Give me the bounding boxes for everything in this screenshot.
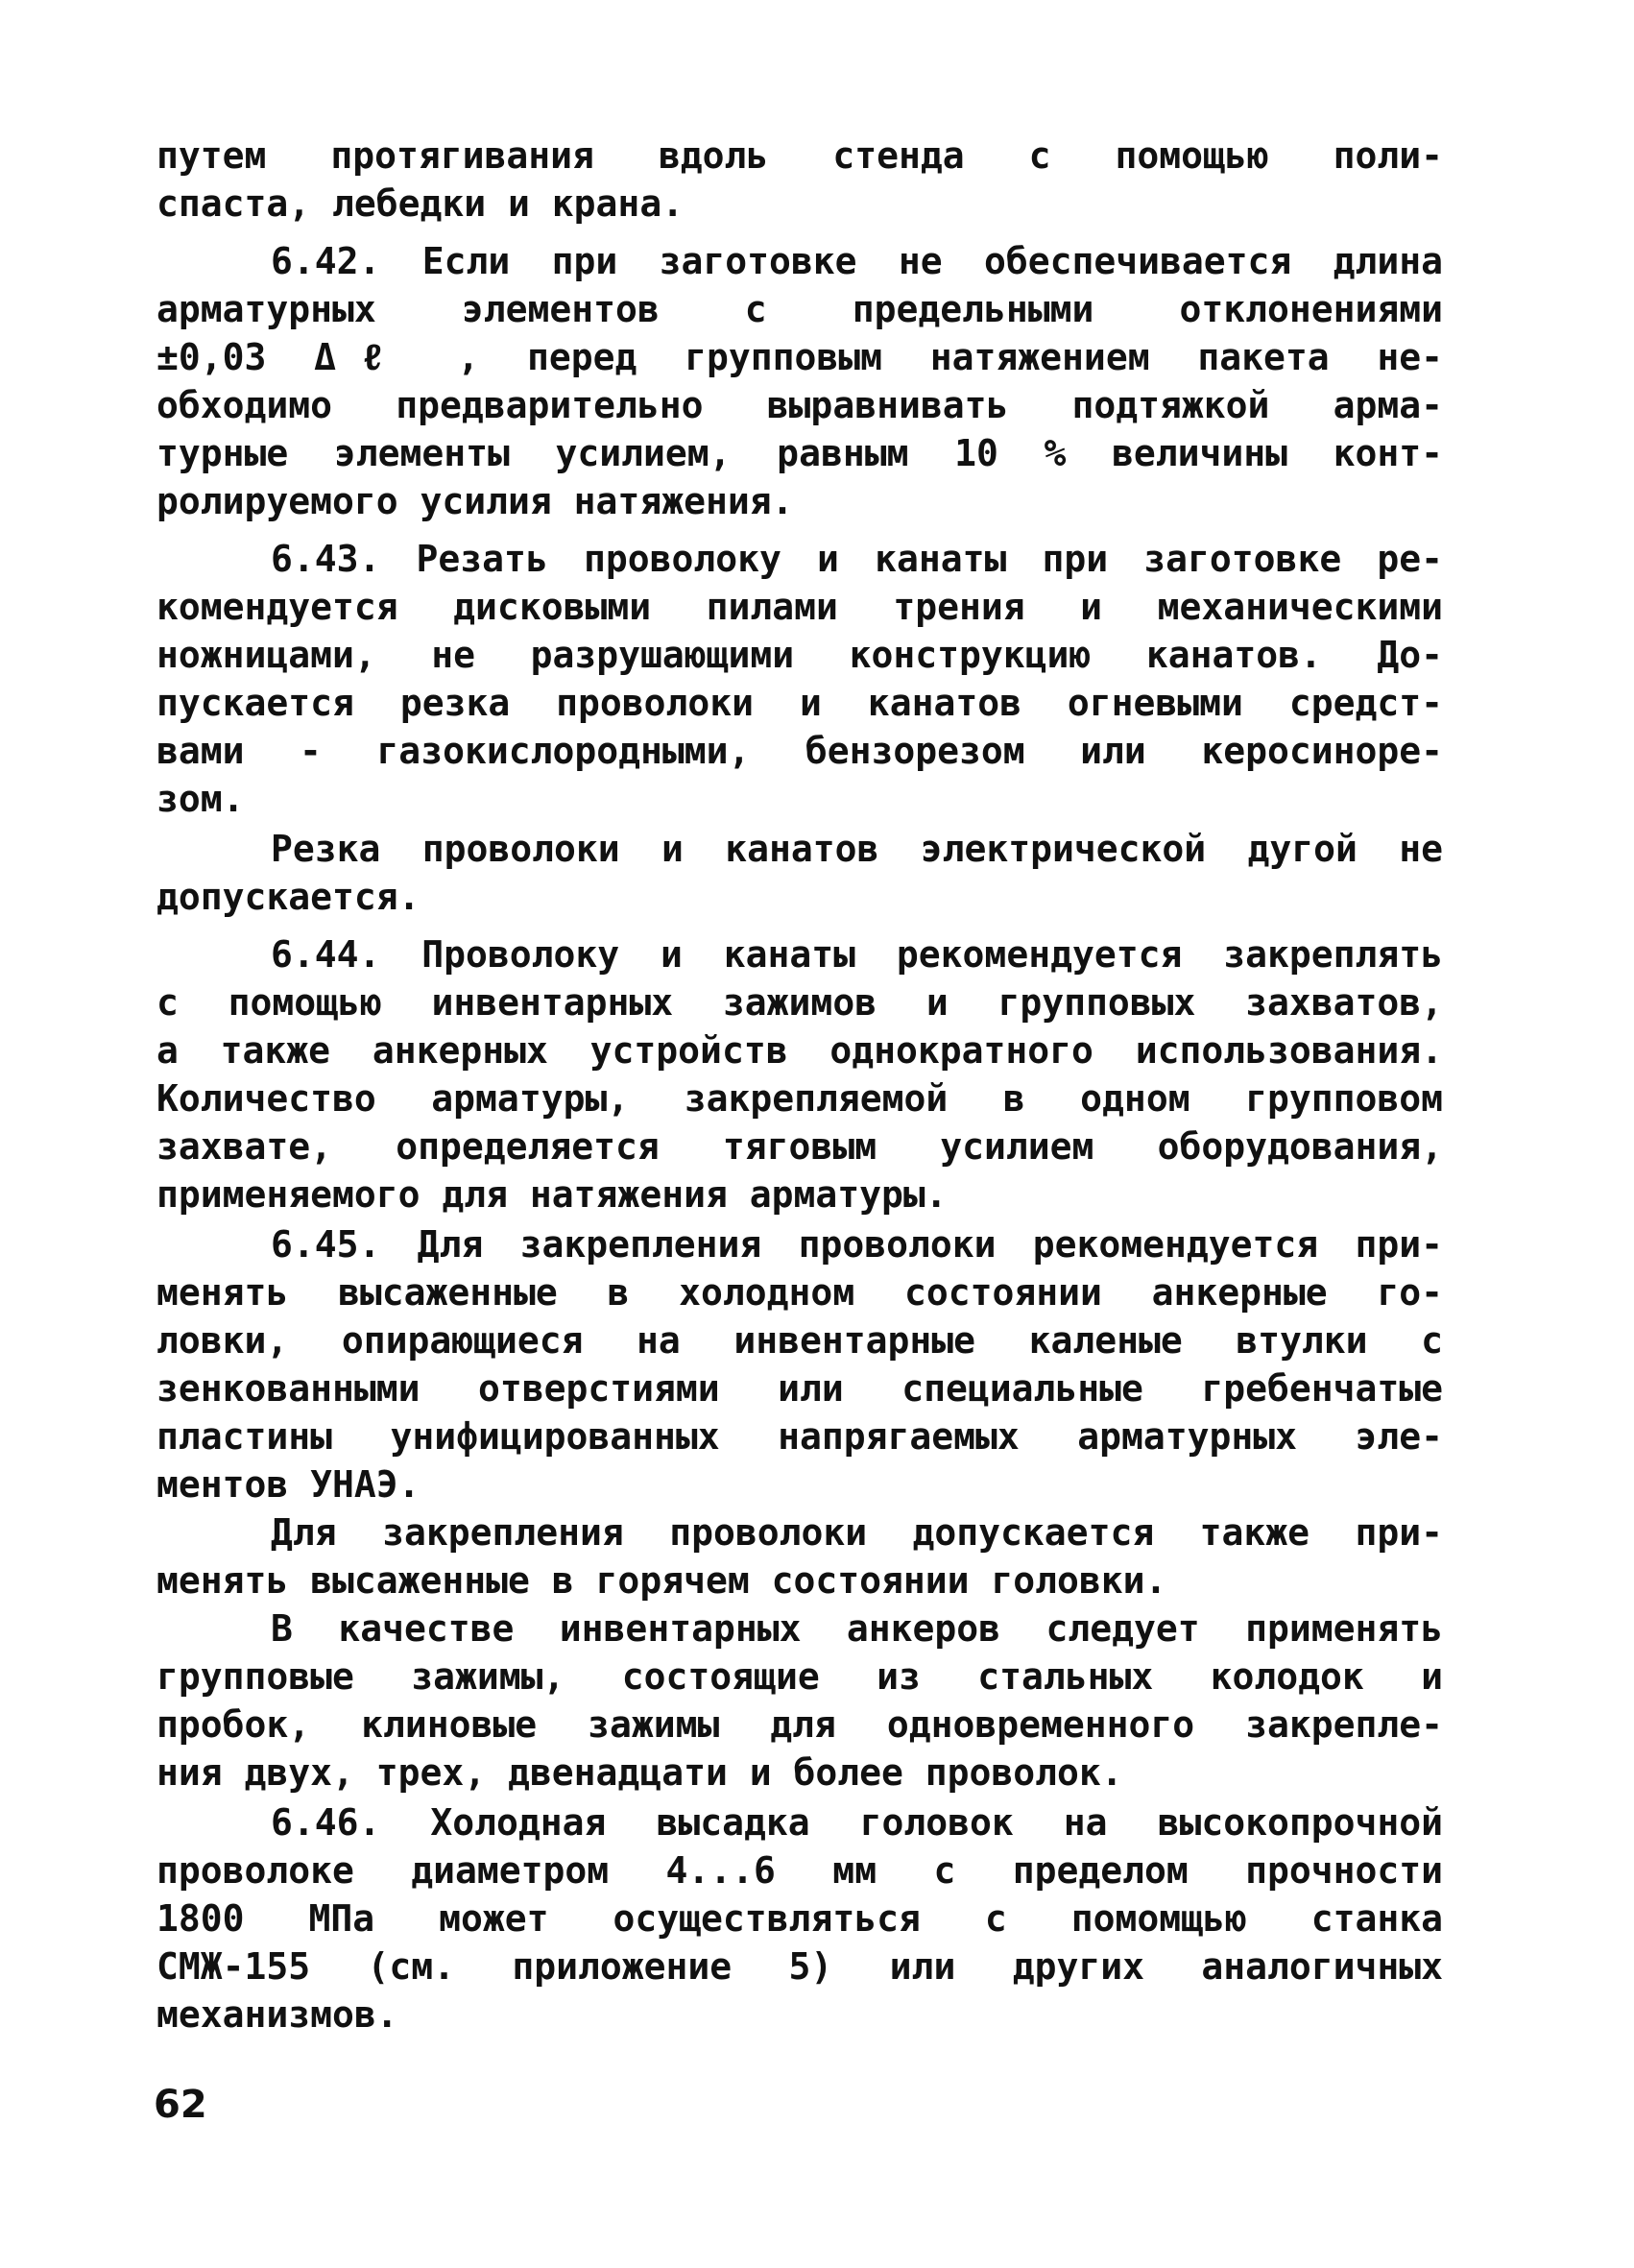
paragraph-6-46-start: 6.46. Холодная высадка головок на высокопрочной xyxy=(271,1801,1443,1844)
text-line: арматурных элементов с предельными отклонениями xyxy=(156,288,1443,330)
text-line: обходимо предварительно выравнивать подтяжкой арма- xyxy=(156,384,1443,426)
paragraph-6-45-start: 6.45. Для закрепления проволоки рекомендуется при- xyxy=(271,1223,1443,1266)
text-line: СМЖ-155 (см. приложение 5) или других аналогичных xyxy=(156,1945,1443,1988)
text-line: проволоке диаметром 4...6 мм с пределом прочности xyxy=(156,1849,1443,1892)
text-line: ножницами, не разрушающими конструкцию канатов. До- xyxy=(156,634,1443,676)
text-line: пластины унифицированных напрягаемых арматурных эле- xyxy=(156,1415,1443,1458)
text-line: менять высаженные в холодном состоянии анкерные го- xyxy=(156,1271,1443,1314)
text-line: путем протягивания вдоль стенда с помощью поли- xyxy=(156,134,1443,177)
text-line: ния двух, трех, двенадцати и более проволок. xyxy=(156,1751,1123,1794)
text-line: вами - газокислородными, бензорезом или керосинорe- xyxy=(156,730,1443,772)
text-line: пускается резка проволоки и канатов огневыми средст- xyxy=(156,682,1443,724)
text-line: захвате, определяется тяговым усилием оборудования, xyxy=(156,1125,1443,1168)
text-line: зенкованными отверстиями или специальные гребенчатые xyxy=(156,1367,1443,1410)
paragraph-6-43-start: 6.43. Резать проволоку и канаты при заготовке ре- xyxy=(271,538,1443,580)
text-line: ±0,03 Δℓ , перед групповым натяжением пакета не- xyxy=(156,336,1443,378)
text-line: ролируемого усилия натяжения. xyxy=(156,480,794,522)
page-number: 62 xyxy=(154,2083,207,2127)
text-line: групповые зажимы, состоящие из стальных колодок и xyxy=(156,1655,1443,1698)
text-line: Резка проволоки и канатов электрической дугой не xyxy=(271,828,1443,870)
text-line: Для закрепления проволоки допускается также при- xyxy=(271,1511,1443,1554)
text-line: ловки, опирающиеся на инвентарные каленые втулки с xyxy=(156,1319,1443,1362)
text-line: турные элементы усилием, равным 10 % величины конт- xyxy=(156,432,1443,474)
text-line: пробок, клиновые зажимы для одновременного закрепле- xyxy=(156,1703,1443,1746)
text-line: а также анкерных устройств однократного использования. xyxy=(156,1029,1443,1072)
text-line: менять высаженные в горячем состоянии головки. xyxy=(156,1559,1167,1602)
text-line: допускается. xyxy=(156,876,421,918)
text-line: В качестве инвентарных анкеров следует применять xyxy=(271,1607,1443,1650)
text-line: механизмов. xyxy=(156,1993,398,2036)
text-line: ментов УНАЭ. xyxy=(156,1463,421,1506)
paragraph-6-44-start: 6.44. Проволоку и канаты рекомендуется закреплять xyxy=(271,933,1443,976)
text-line: спаста, лебедки и крана. xyxy=(156,182,685,225)
paragraph-6-42-start: 6.42. Если при заготовке не обеспечивается длина xyxy=(271,240,1443,282)
text-line: с помощью инвентарных зажимов и групповых захватов, xyxy=(156,981,1443,1024)
text-line: Количество арматуры, закрепляемой в одном групповом xyxy=(156,1077,1443,1120)
text-line: комендуется дисковыми пилами трения и механическими xyxy=(156,586,1443,628)
text-line: 1800 МПа может осуществляться с помомщью станка xyxy=(156,1897,1443,1940)
text-line: применяемого для натяжения арматуры. xyxy=(156,1173,948,1216)
text-line: зом. xyxy=(156,778,245,820)
